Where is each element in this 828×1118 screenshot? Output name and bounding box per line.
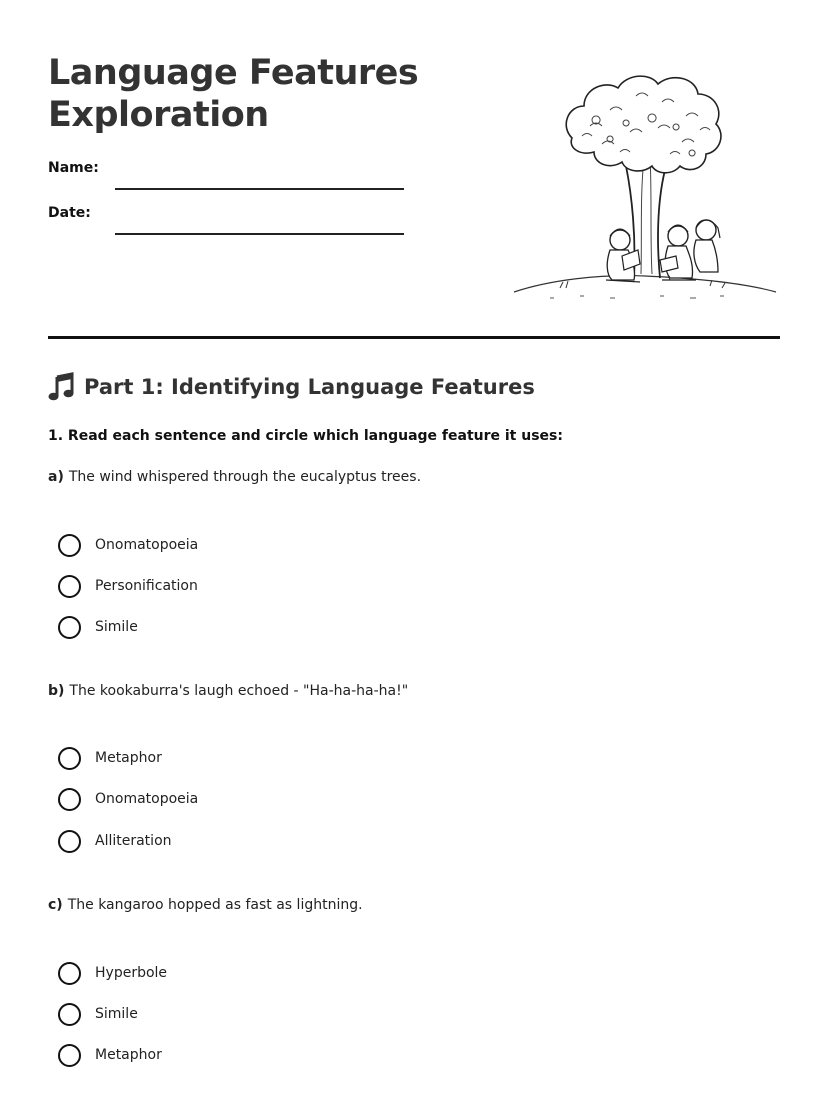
part1-instruction: 1. Read each sentence and circle which language feature it uses: [48, 428, 563, 444]
option-onomatopoeia[interactable] [58, 533, 198, 557]
radio-circle[interactable] [58, 616, 81, 639]
question-a [48, 469, 421, 485]
option-simile[interactable] [58, 615, 138, 639]
title-line-2: Exploration [48, 95, 269, 135]
page-title [48, 52, 418, 136]
option-label: Metaphor [95, 1047, 162, 1063]
tree-with-children-reading-icon [510, 66, 780, 306]
question-letter: c) [48, 897, 63, 913]
option-hyperbole[interactable] [58, 961, 167, 985]
option-simile[interactable] [58, 1002, 138, 1026]
radio-circle[interactable] [58, 788, 81, 811]
part1-title: Part 1: Identifying Language Features [84, 375, 535, 399]
date-field[interactable] [48, 205, 408, 235]
option-label: Simile [95, 619, 138, 635]
name-label: Name: [48, 160, 99, 176]
radio-circle[interactable] [58, 962, 81, 985]
option-label: Onomatopoeia [95, 537, 199, 553]
title-line-1: Language Features [48, 53, 419, 93]
option-onomatopoeia[interactable] [58, 787, 198, 811]
option-label: Simile [95, 1006, 138, 1022]
section-divider [48, 336, 780, 339]
question-letter: a) [48, 469, 64, 485]
option-alliteration[interactable] [58, 829, 172, 853]
question-text: The wind whispered through the eucalyptus trees. [68, 469, 422, 485]
date-input-line[interactable] [115, 233, 404, 235]
option-label: Alliteration [95, 833, 172, 849]
radio-circle[interactable] [58, 1003, 81, 1026]
option-label: Onomatopoeia [95, 791, 199, 807]
radio-circle[interactable] [58, 575, 81, 598]
question-letter: b) [48, 683, 65, 699]
question-text: The kangaroo hopped as fast as lightning. [67, 897, 363, 913]
option-label: Personification [95, 578, 198, 594]
question-text: The kookaburra's laugh echoed - "Ha-ha-ha-ha!" [69, 683, 409, 699]
question-b [48, 683, 408, 699]
music-note-icon [48, 372, 76, 402]
name-input-line[interactable] [115, 188, 404, 190]
option-label: Metaphor [95, 750, 162, 766]
option-personification[interactable] [58, 574, 198, 598]
radio-circle[interactable] [58, 534, 81, 557]
option-metaphor[interactable] [58, 746, 162, 770]
part1-heading [48, 372, 535, 402]
question-c [48, 897, 363, 913]
option-label: Hyperbole [95, 965, 168, 981]
date-label: Date: [48, 205, 91, 221]
radio-circle[interactable] [58, 1044, 81, 1067]
option-metaphor[interactable] [58, 1043, 162, 1067]
radio-circle[interactable] [58, 747, 81, 770]
radio-circle[interactable] [58, 830, 81, 853]
name-field[interactable] [48, 160, 408, 190]
